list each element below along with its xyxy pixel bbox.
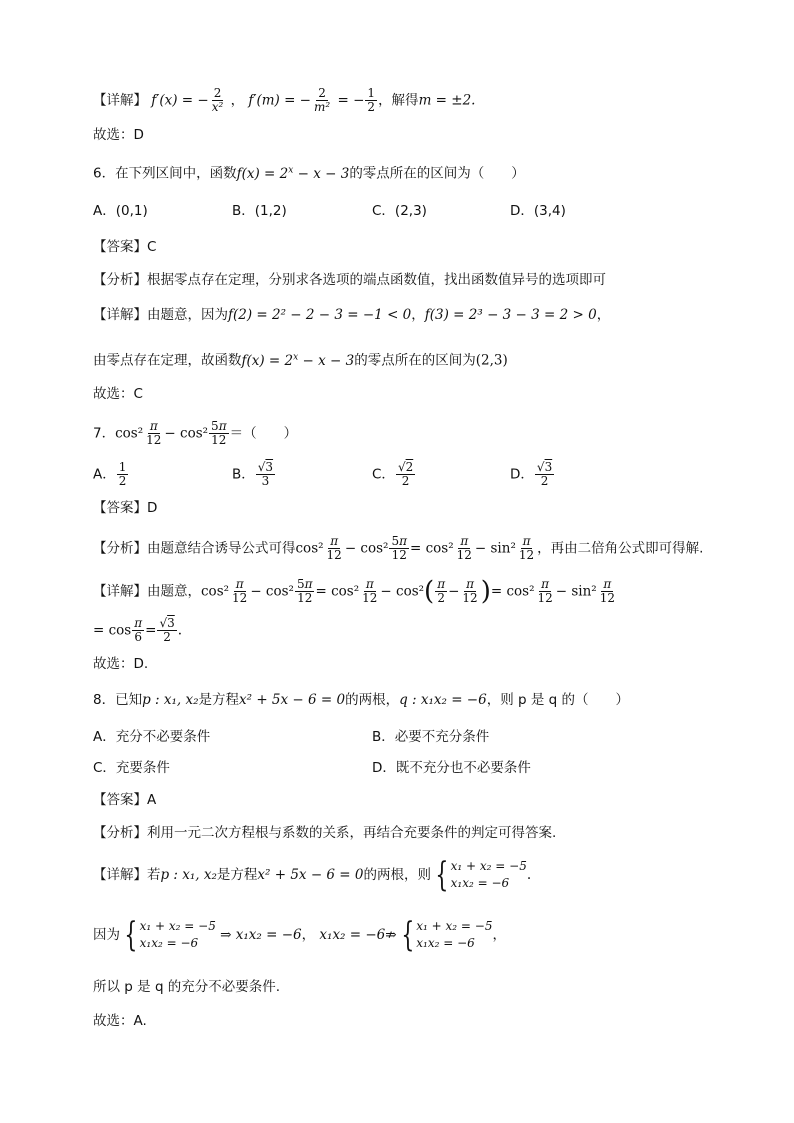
q8-answer: 【答案】A <box>93 792 157 808</box>
q8-detail-line: 【详解】若p : x₁, x₂是方程x² + 5x − 6 = 0的两根，则 { x₁ + x₂ = −5 x₁x₂ = −6 . <box>93 855 532 895</box>
q7-option-c: C． $\frac{√2}{2}$ <box>372 460 414 488</box>
q6-option-b: B．(1,2) <box>232 203 287 219</box>
q7-analysis: 【分析】由题意结合诱导公式可得cos² $\frac{\pi}{12}$ − cos² $\frac{5\pi}{12}$ = cos² $\frac{\pi}{12}$ − sin² $\frac{\pi}{12}$ ，再由二倍角公式即可得解. <box>93 534 704 562</box>
q6-analysis: 【分析】根据零点存在定理，分别求各选项的端点函数值，找出函数值异号的选项即可 <box>93 272 606 288</box>
q7-answer: 【答案】D <box>93 500 158 516</box>
q7-option-b: B． $\frac{√3}{3}$ <box>232 460 274 488</box>
q8-option-d: D．既不充分也不必要条件 <box>372 760 531 776</box>
q5-detail-tag: 【详解】 <box>93 92 147 109</box>
q8-system: { x₁ + x₂ = −5 x₁x₂ = −6 <box>435 855 527 895</box>
q6-option-c: C．(2,3) <box>372 203 427 219</box>
q7-detail-line: 【详解】由题意，cos² $\frac{\pi}{12}$ − cos² $\frac{5\pi}{12}$ = cos² $\frac{\pi}{12}$ − cos²( $\frac{\pi}{2}$ − $\frac{\pi}{12}$ )= cos² $\frac{\pi}{12}$ − sin² $\frac{\pi}{12}$ <box>93 576 616 607</box>
q6-option-d: D．(3,4) <box>510 203 566 219</box>
q8-option-a: A．充分不必要条件 <box>93 729 211 745</box>
q7-choice: 故选：D. <box>93 656 149 672</box>
q5-answer: 故选：D <box>93 127 144 143</box>
q7-stem: 7．cos² $\frac{\pi}{12}$ − cos² $\frac{5\pi}{12}$ ＝（ ） <box>93 419 298 447</box>
q8-option-b: B．必要不充分条件 <box>372 729 490 745</box>
q8-analysis: 【分析】利用一元二次方程根与系数的关系，再结合充要条件的判定可得答案. <box>93 825 557 841</box>
q8-stem: 8．已知p : x₁, x₂是方程x² + 5x − 6 = 0的两根，q : x₁x₂ = −6，则 p 是 q 的（ ） <box>93 692 630 708</box>
q5-detail-line: 【详解】 f′(x) = − $\frac{2}{\text{x²}}$ ， f′(m) = − $\frac{2}{\text{m²}}$ = − $\frac{1}{2}$ ，解得m = ±2. <box>93 86 476 114</box>
q6-choice: 故选：C <box>93 386 143 402</box>
q5-derivative-value: f′(m) = − <box>248 92 311 109</box>
q6-detail-line2: 由零点存在定理，故函数$f(x) = 2^x - x - 3$的零点所在的区间为(2,3) <box>93 352 508 369</box>
q6-detail-line: 【详解】由题意，因为f(2) = 2² − 2 − 3 = −1 < 0，f(3) = 2³ − 3 − 3 = 2 > 0， <box>93 307 611 323</box>
q7-option-d: D． $\frac{√3}{2}$ <box>510 460 553 488</box>
q7-detail-line2: = cos $\frac{\pi}{6}$ = $\frac{√3}{2}$ . <box>93 616 183 644</box>
q8-option-c: C．充要条件 <box>93 760 170 776</box>
q5-result: m = ±2. <box>418 92 476 109</box>
q8-choice: 故选：A. <box>93 1013 147 1029</box>
q6-answer: 【答案】C <box>93 239 157 255</box>
q6-option-a: A．(0,1) <box>93 203 148 219</box>
q6-stem: 6．在下列区间中，函数$f(x) = 2^x - x - 3$的零点所在的区间为（ ） <box>93 165 525 182</box>
q6-f3: f(3) = 2³ − 3 − 3 = 2 > 0 <box>424 307 597 323</box>
q5-derivative-formula: f′(x) = − <box>151 92 209 109</box>
q8-conclusion: 所以 p 是 q 的充分不必要条件. <box>93 979 281 995</box>
q8-because-line: 因为 { x₁ + x₂ = −5 x₁x₂ = −6 ⇒ x₁x₂ = −6， x₁x₂ = −6⇏ { x₁ + x₂ = −5 x₁x₂ = −6 ， <box>93 915 506 955</box>
q6-f2: f(2) = 2² − 2 − 3 = −1 < 0 <box>228 307 412 323</box>
q6-interval: (2,3) <box>475 352 508 369</box>
q5-detail-text: ，解得 <box>378 92 419 109</box>
q6-function: $f(x) = 2^x - x - 3$ <box>236 165 350 182</box>
q7-option-a: A． $\frac{1}{2}$ <box>93 460 127 488</box>
